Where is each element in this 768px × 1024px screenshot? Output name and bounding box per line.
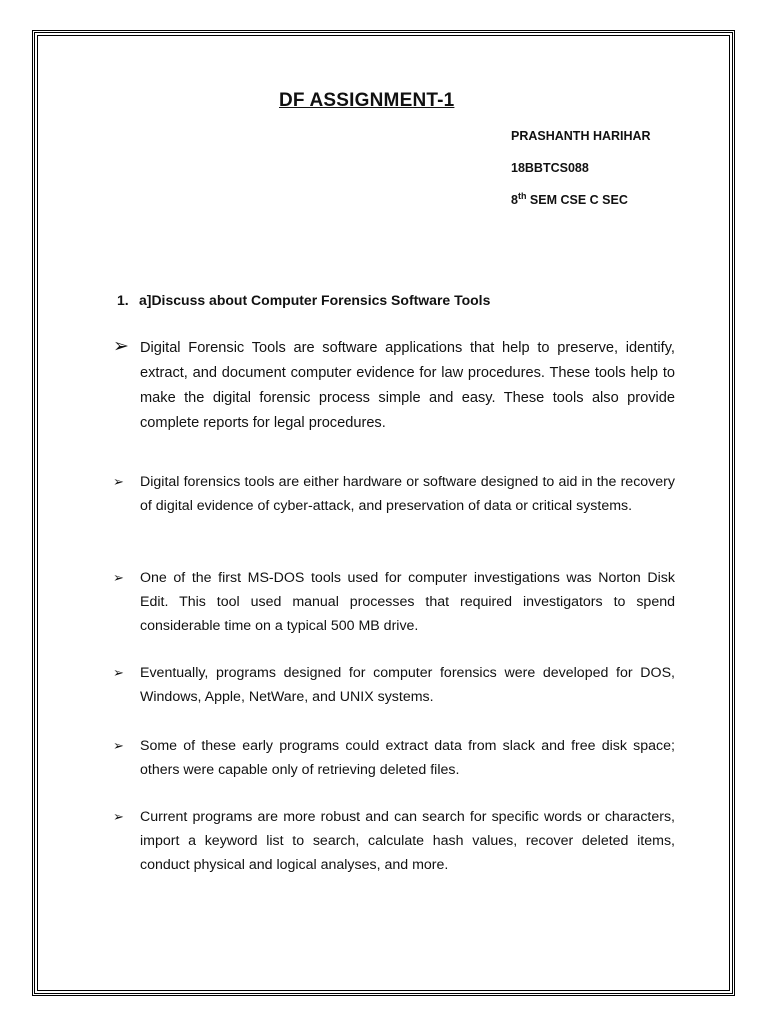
bullet-item <box>113 805 675 877</box>
author-name: PRASHANTH HARIHAR <box>511 129 651 143</box>
arrow-bullet-icon: ➢ <box>113 665 124 680</box>
bullet-item <box>113 661 675 709</box>
bullet-item <box>113 734 675 782</box>
question-heading <box>117 292 490 308</box>
bullet-text: Some of these early programs could extract data from slack and free disk space; others were capable only of retrieving deleted files. <box>140 738 675 778</box>
bullet-item <box>113 336 675 436</box>
bullet-text: Digital Forensic Tools are software applications that help to preserve, identify, extract, and document computer evidence for law procedures. These tools help to make the digital forensic process simple and easy. These tools also provide complete reports for legal procedures. <box>140 340 675 431</box>
author-block <box>511 128 651 224</box>
bullet-text: Eventually, programs designed for computer forensics were developed for DOS, Windows, Apple, NetWare, and UNIX systems. <box>140 665 675 705</box>
question-number: 1. <box>117 292 129 308</box>
arrow-bullet-icon: ➢ <box>113 570 124 585</box>
bullet-text: One of the first MS-DOS tools used for computer investigations was Norton Disk Edit. This tool used manual processes that required investigators to spend considerable time on a typical 500 MB drive. <box>140 570 675 634</box>
bullet-item <box>113 470 675 518</box>
semester-section: SEM CSE C SEC <box>526 193 628 207</box>
bullet-item <box>113 566 675 638</box>
arrow-bullet-icon: ➢ <box>113 474 124 489</box>
bullet-text: Current programs are more robust and can search for specific words or characters, import a keyword list to search, calculate hash values, recover deleted items, conduct physical and logical analyses, and more. <box>140 809 675 873</box>
arrow-bullet-icon: ➢ <box>113 336 129 357</box>
document-title: DF ASSIGNMENT-1 <box>279 90 455 111</box>
arrow-bullet-icon: ➢ <box>113 738 124 753</box>
question-text: a]Discuss about Computer Forensics Software Tools <box>139 292 491 308</box>
semester-number: 8 <box>511 193 518 207</box>
author-semester <box>511 192 651 224</box>
arrow-bullet-icon: ➢ <box>113 809 124 824</box>
semester-ordinal: th <box>517 191 527 201</box>
author-usn: 18BBTCS088 <box>511 161 589 175</box>
bullet-text: Digital forensics tools are either hardware or software designed to aid in the recovery of digital evidence of cyber-attack, and preservation of data or critical systems. <box>140 474 675 514</box>
